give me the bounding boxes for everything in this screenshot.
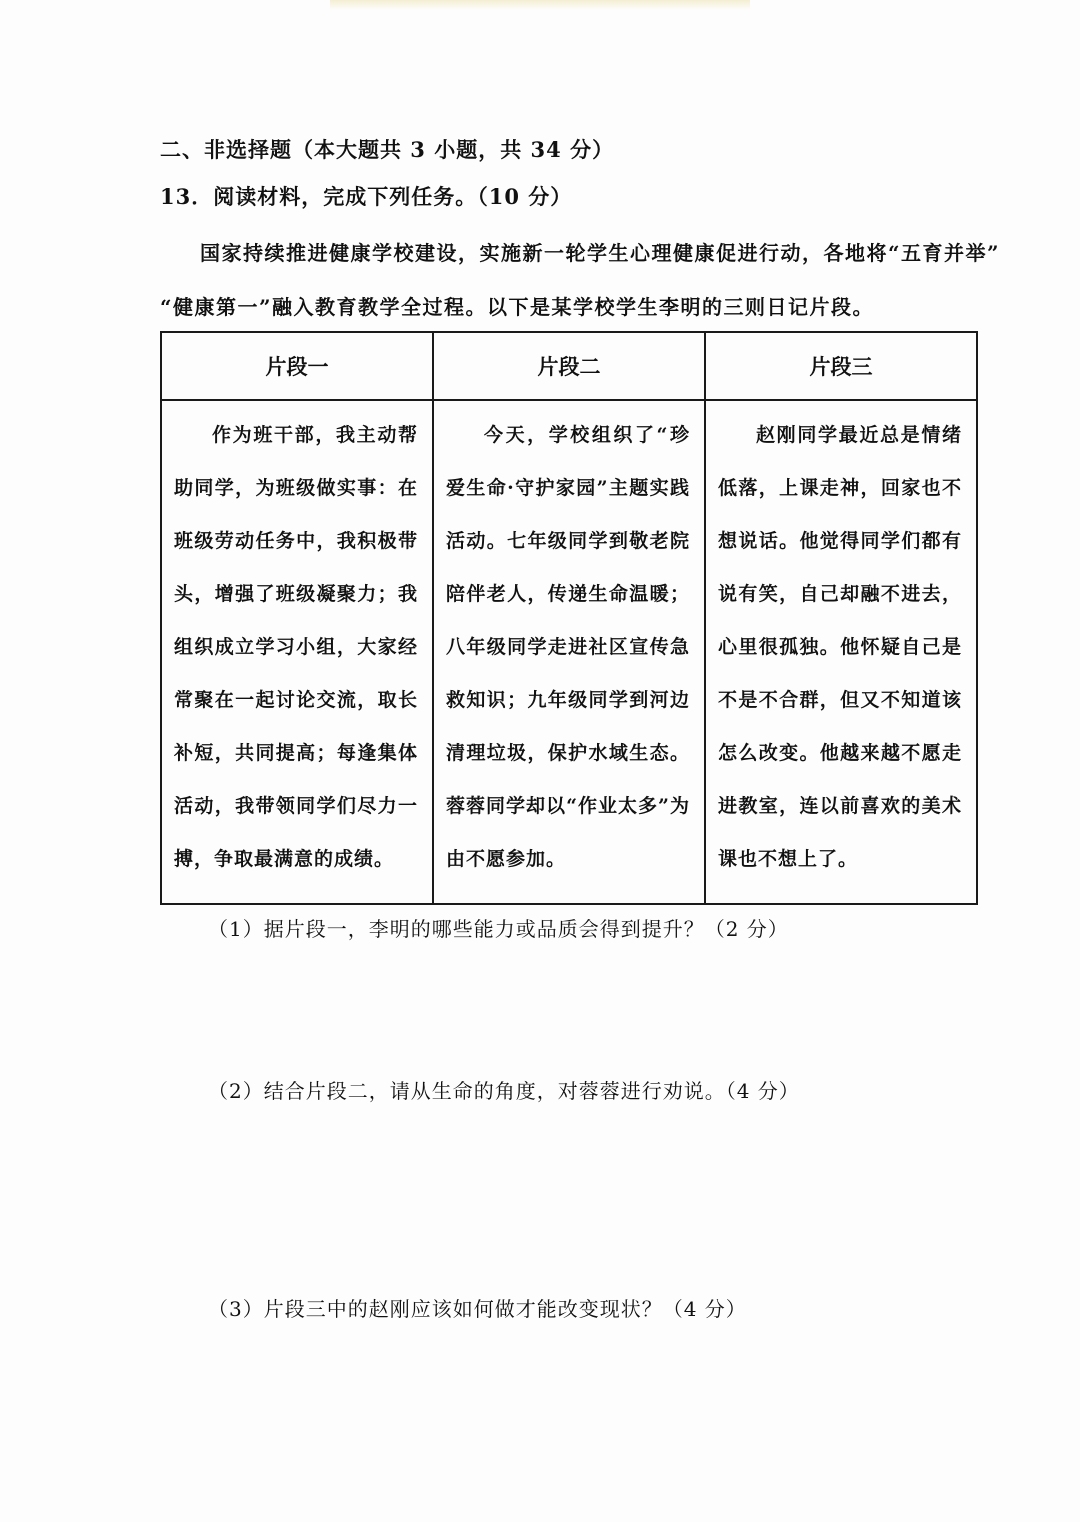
cell-fragment-1: 作为班干部，我主动帮助同学，为班级做实事：在班级劳动任务中，我积极带头，增强了班级凝聚力；我组织成立学习小组，大家经常聚在一起讨论交流，取长补短，共同提高；每逢集体活动，我带领同学们尽力一搏，争取最满意的成绩。 — [161, 400, 433, 904]
header-fragment-3: 片段三 — [705, 332, 977, 400]
table-row — [161, 400, 977, 904]
section-heading: 二、非选择题（本大题共 3 小题，共 34 分） — [160, 137, 615, 162]
question-heading: 13．阅读材料，完成下列任务。（10 分） — [160, 184, 573, 209]
table-header-row — [161, 332, 977, 400]
header-fragment-1: 片段一 — [161, 332, 433, 400]
cell-fragment-2: 今天，学校组织了“珍爱生命·守护家园”主题实践活动。七年级同学到敬老院陪伴老人，传递生命温暖；八年级同学走进社区宣传急救知识；九年级同学到河边清理垃圾，保护水域生态。蓉蓉同学却以“作业太多”为由不愿参加。 — [433, 400, 705, 904]
sub-question-2: （2）结合片段二，请从生命的角度，对蓉蓉进行劝说。（4 分） — [208, 1079, 800, 1103]
intro-text-line-1: 国家持续推进健康学校建设，实施新一轮学生心理健康促进行动，各地将“五育并举” — [200, 241, 1001, 265]
sub-question-1: （1）据片段一，李明的哪些能力或品质会得到提升？（2 分） — [208, 917, 789, 941]
scan-shadow — [330, 0, 750, 10]
intro-text-line-2: “健康第一”融入教育教学全过程。以下是某学校学生李明的三则日记片段。 — [160, 295, 875, 319]
diary-table — [160, 331, 978, 905]
sub-question-3: （3）片段三中的赵刚应该如何做才能改变现状？（4 分） — [208, 1297, 747, 1321]
cell-fragment-3: 赵刚同学最近总是情绪低落，上课走神，回家也不想说话。他觉得同学们都有说有笑，自己却融不进去，心里很孤独。他怀疑自己是不是不合群，但又不知道该怎么改变。他越来越不愿走进教室，连以前喜欢的美术课也不想上了。 — [705, 400, 977, 904]
header-fragment-2: 片段二 — [433, 332, 705, 400]
